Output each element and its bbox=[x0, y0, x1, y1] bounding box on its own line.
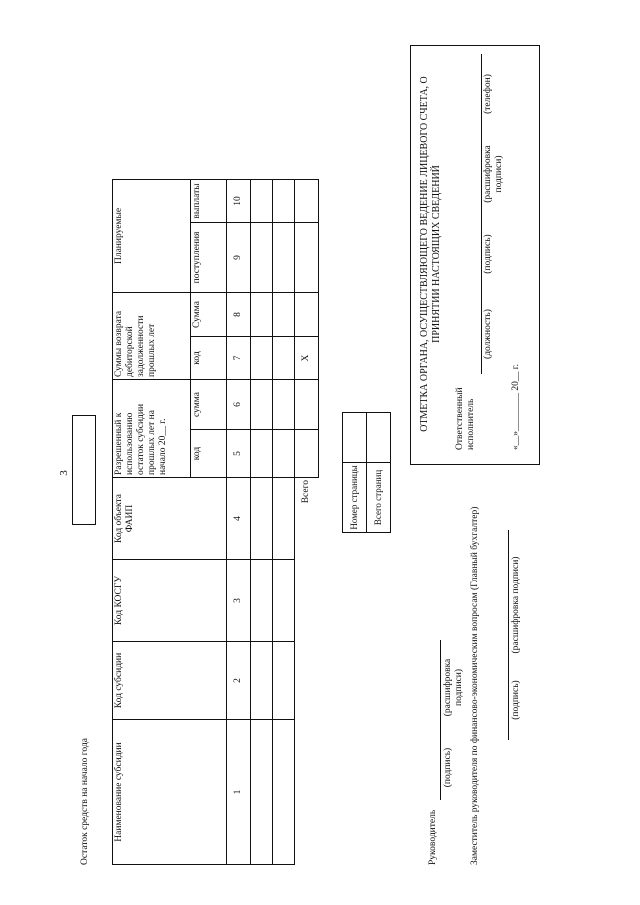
table-row[interactable] bbox=[251, 179, 273, 864]
head-signature-line[interactable] bbox=[440, 640, 441, 800]
responsible-line[interactable] bbox=[481, 54, 482, 374]
head-signature-caption: (подпись) bbox=[443, 747, 453, 788]
header-kosgu-code: Код КОСГУ bbox=[113, 560, 227, 642]
position-caption: (должность) bbox=[483, 309, 493, 359]
date-line[interactable]: «__»________ 20__ г. bbox=[511, 364, 521, 450]
column-number: 1 bbox=[227, 720, 251, 865]
phone-caption: (телефон) bbox=[483, 74, 493, 114]
signature-caption: (подпись) bbox=[483, 234, 493, 274]
head-decoding-caption: (расшифровка подписи) bbox=[443, 658, 464, 717]
page-count-table bbox=[342, 412, 391, 533]
deputy-decoding-caption: (расшифровка подписи) bbox=[511, 556, 521, 654]
total-pages-label: Всего страниц bbox=[367, 463, 391, 533]
header-faip-code: Код объекта ФАИП bbox=[113, 478, 227, 560]
column-number: 8 bbox=[227, 292, 251, 336]
sub-header-sum: Сумма bbox=[191, 292, 227, 336]
code-input-box[interactable] bbox=[72, 415, 96, 525]
page-number-label: Номер страницы bbox=[343, 463, 367, 533]
remainder-label: Остаток средств на начало года bbox=[80, 738, 90, 865]
total-x-mark: X bbox=[295, 337, 319, 380]
deputy-label: Заместитель руководителя по финансово-экономическим вопросам (Главный бухгалтер) bbox=[470, 506, 480, 865]
total-pages-field[interactable] bbox=[367, 413, 391, 463]
column-number: 3 bbox=[227, 560, 251, 642]
header-subsidy-name: Наименование субсидии bbox=[113, 720, 227, 865]
column-number: 2 bbox=[227, 642, 251, 720]
table-row[interactable] bbox=[273, 179, 295, 864]
page-number-field[interactable] bbox=[343, 413, 367, 463]
header-subsidy-code: Код субсидии bbox=[113, 642, 227, 720]
decoding-caption: (расшифровка подписи) bbox=[483, 145, 504, 203]
column-number: 4 bbox=[227, 478, 251, 560]
subsidy-remainder-table bbox=[112, 179, 319, 865]
column-number: 7 bbox=[227, 337, 251, 380]
column-number: 9 bbox=[227, 222, 251, 292]
header-receivables-return: Суммы возврата дебиторской задолженности прошлых лет bbox=[113, 292, 191, 379]
column-number: 5 bbox=[227, 430, 251, 478]
total-row bbox=[295, 179, 319, 864]
total-label: Всего bbox=[301, 480, 312, 504]
column-number-row bbox=[227, 179, 251, 864]
column-number: 10 bbox=[227, 179, 251, 222]
mark-box-title: ОТМЕТКА ОРГАНА, ОСУЩЕСТВЛЯЮЩЕГО ВЕДЕНИЕ ЛИЦЕВОГО СЧЕТА, О ПРИНЯТИИ НАСТОЯЩИХ СВЕДЕНИЙ bbox=[419, 76, 442, 432]
sub-header-code: код bbox=[191, 430, 227, 478]
header-allowed-remainder: Разрешенный к использованию остаток субсидии прошлых лет на начало 20__ г. bbox=[113, 380, 191, 478]
column-number: 6 bbox=[227, 380, 251, 430]
header-planned: Планируемые bbox=[113, 179, 191, 292]
page-number: 3 bbox=[58, 470, 70, 476]
sub-header-code: код bbox=[191, 337, 227, 380]
account-authority-mark-box bbox=[410, 45, 540, 465]
sub-header-sum: сумма bbox=[191, 380, 227, 430]
responsible-label: Ответственный исполнитель bbox=[455, 387, 476, 450]
sub-header-income: поступления bbox=[191, 222, 227, 292]
deputy-signature-caption: (подпись) bbox=[511, 680, 521, 720]
deputy-signature-line[interactable] bbox=[508, 530, 509, 740]
head-label: Руководитель bbox=[428, 809, 438, 865]
sub-header-payments: выплаты bbox=[191, 179, 227, 222]
